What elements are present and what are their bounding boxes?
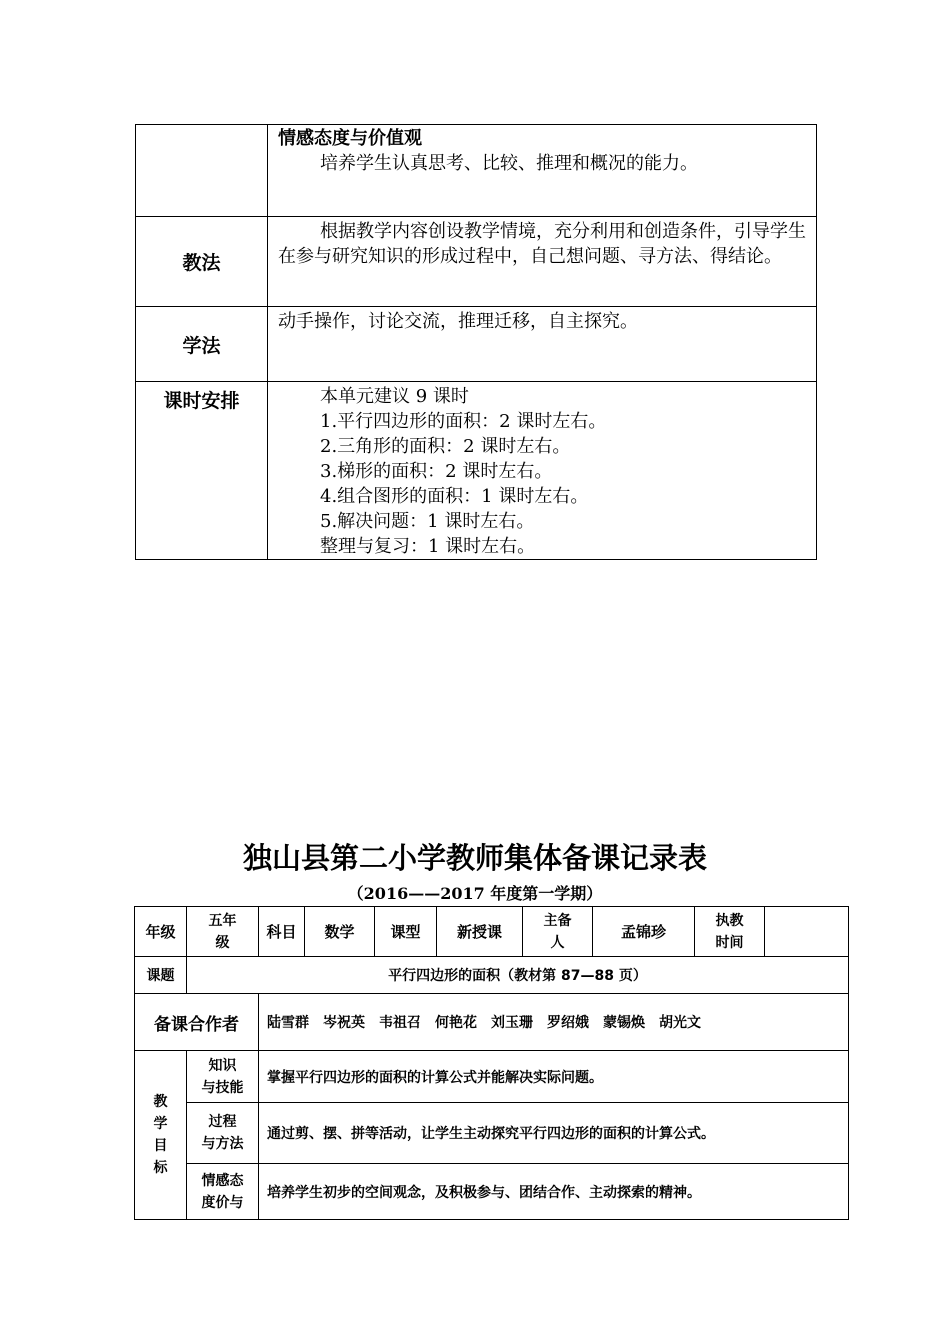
goal-text-knowledge: 掌握平行四边形的面积的计算公式并能解决实际问题。 <box>259 1051 849 1103</box>
lead-teacher-label <box>523 907 593 957</box>
goal-text-emotion: 培养学生初步的空间观念，及积极参与、团结合作、主动探索的精神。 <box>259 1164 849 1220</box>
teaching-time-label-line: 时间 <box>715 934 744 951</box>
empty-label-cell <box>136 125 268 217</box>
goal-label-emotion <box>187 1164 259 1220</box>
goal-text-process: 通过剪、摆、拼等活动，让学生主动探究平行四边形的面积的计算公式。 <box>259 1103 849 1164</box>
lesson-plan-table-continued <box>135 124 817 560</box>
teaching-time-value <box>765 907 849 957</box>
goal-row <box>135 1103 849 1164</box>
coauthors-row <box>135 994 849 1051</box>
table-row <box>136 125 817 217</box>
learning-method-cell <box>268 307 817 382</box>
goal-label-line: 与方法 <box>201 1136 244 1152</box>
goal-label-line: 与技能 <box>201 1079 244 1096</box>
subject-value: 数学 <box>305 907 375 957</box>
goal-label-line: 过程 <box>208 1114 237 1130</box>
goal-row <box>135 1051 849 1103</box>
lesson-type-value: 新授课 <box>437 907 523 957</box>
goals-label-char: 目 <box>153 1138 168 1154</box>
goal-label-line: 情感态 <box>201 1172 244 1189</box>
lead-teacher-label-line: 人 <box>550 934 565 951</box>
header-row <box>135 907 849 957</box>
grade-label: 年级 <box>135 907 187 957</box>
topic-label: 课题 <box>135 957 187 994</box>
topic-row <box>135 957 849 994</box>
goal-label-line: 度价与 <box>201 1194 244 1211</box>
schedule-line: 整理与复习：1 课时左右。 <box>320 536 536 557</box>
lead-teacher-label-line: 主备 <box>543 912 572 929</box>
learning-method-text: 动手操作，讨论交流，推理迁移，自主探究。 <box>278 311 638 332</box>
schedule-cell <box>268 382 817 560</box>
document-title: 独山县第二小学教师集体备课记录表 <box>242 841 707 875</box>
emotion-text: 培养学生认真思考、比较、推理和概况的能力。 <box>320 153 698 174</box>
learning-method-label: 学法 <box>136 307 268 382</box>
coauthors-label: 备课合作者 <box>135 994 259 1051</box>
goals-label-char: 标 <box>153 1160 168 1176</box>
lead-teacher-value: 孟锦珍 <box>593 907 695 957</box>
schedule-line: 3.梯形的面积：2 课时左右。 <box>320 461 553 482</box>
goals-label <box>135 1051 187 1220</box>
teaching-time-label-line: 执教 <box>715 912 744 929</box>
goals-label-char: 教 <box>153 1094 168 1110</box>
teaching-method-label: 教法 <box>136 217 268 307</box>
coauthors-value: 陆雪群 岑祝英 韦祖召 何艳花 刘玉珊 罗绍娥 蒙锡焕 胡光文 <box>259 994 849 1051</box>
table-row <box>136 382 817 560</box>
goal-label-process <box>187 1103 259 1164</box>
schedule-line: 5.解决问题：1 课时左右。 <box>320 511 535 532</box>
teaching-method-cell <box>268 217 817 307</box>
topic-value: 平行四边形的面积（教材第 87—88 页） <box>187 957 849 994</box>
schedule-line: 4.组合图形的面积：1 课时左右。 <box>320 486 589 507</box>
emotion-cell <box>268 125 817 217</box>
schedule-line: 1.平行四边形的面积：2 课时左右。 <box>320 411 607 432</box>
table-row <box>136 217 817 307</box>
grade-value-line: 级 <box>215 934 230 951</box>
schedule-line: 2.三角形的面积：2 课时左右。 <box>320 436 571 457</box>
lesson-record-table <box>134 906 849 1220</box>
goal-label-line: 知识 <box>208 1057 237 1074</box>
table-row <box>136 307 817 382</box>
subject-label: 科目 <box>259 907 305 957</box>
goal-row <box>135 1164 849 1220</box>
goal-label-knowledge <box>187 1051 259 1103</box>
goals-label-char: 学 <box>153 1116 168 1132</box>
document-subtitle: （2016——2017 年度第一学期） <box>347 884 603 903</box>
emotion-heading: 情感态度与价值观 <box>278 128 422 149</box>
schedule-label: 课时安排 <box>136 382 268 560</box>
grade-value <box>187 907 259 957</box>
teaching-method-text: 根据教学内容创设教学情境，充分利用和创造条件，引导学生在参与研究知识的形成过程中，自己想问题、寻方法、得结论。 <box>278 221 806 267</box>
schedule-line: 本单元建议 9 课时 <box>320 386 469 407</box>
lesson-type-label: 课型 <box>375 907 437 957</box>
teaching-time-label <box>695 907 765 957</box>
grade-value-line: 五年 <box>208 912 237 929</box>
